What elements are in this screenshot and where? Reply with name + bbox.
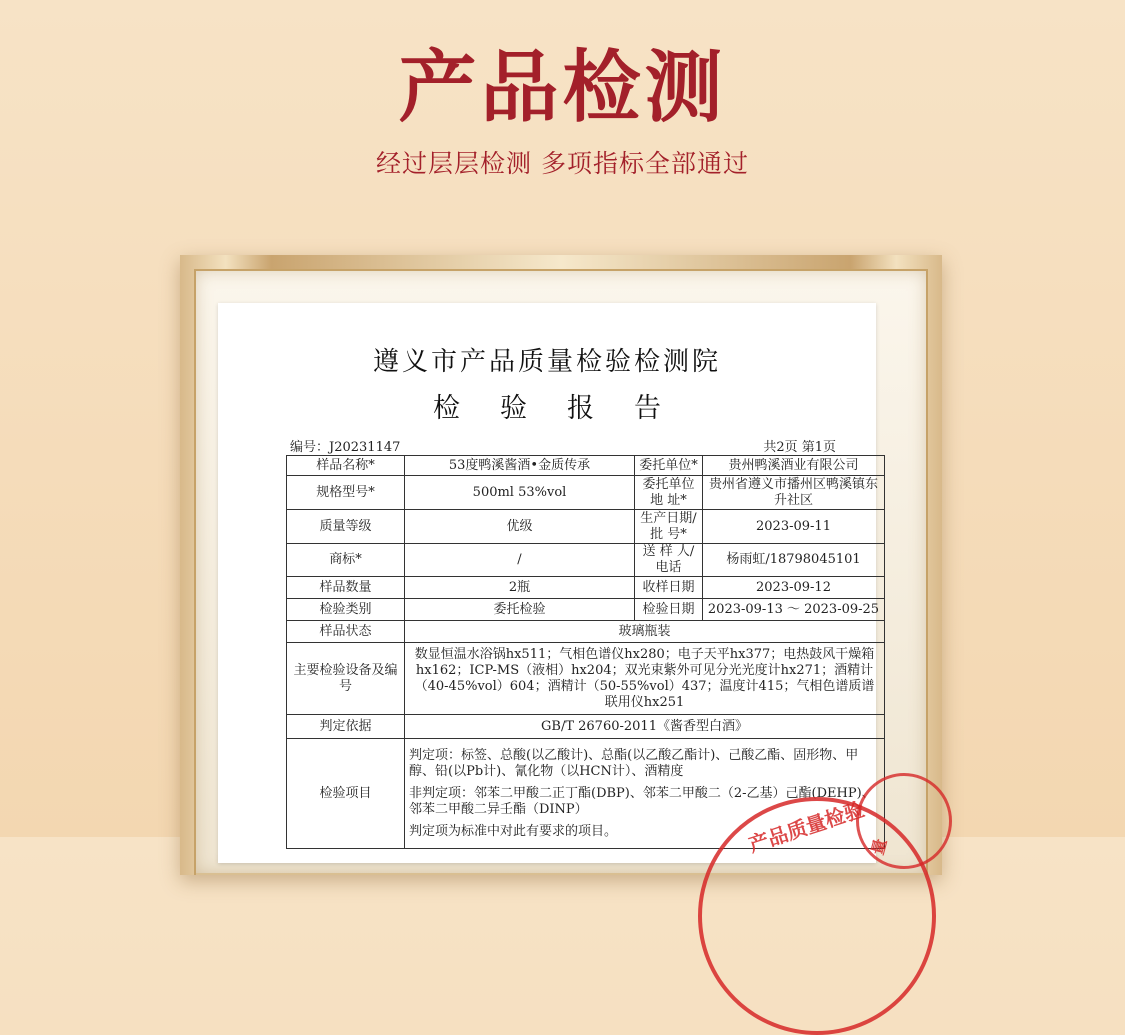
- cell-value: 2023-09-11: [703, 510, 885, 544]
- table-row: [287, 621, 885, 643]
- cell-value: GB/T 26760-2011《酱香型白酒》: [405, 715, 885, 739]
- table-row: [287, 456, 885, 476]
- report-title-text: 检验报告: [433, 393, 701, 424]
- table-row: [287, 476, 885, 510]
- table-row: [287, 544, 885, 577]
- cell-label: 样品名称*: [287, 456, 405, 476]
- cell-value: 贵州省遵义市播州区鸭溪镇东升社区: [703, 476, 885, 510]
- report-pages: 共2页 第1页: [763, 440, 836, 455]
- cell-value: 500ml 53%vol: [405, 476, 635, 510]
- cell-value: /: [405, 544, 635, 577]
- page-title: 产品检测: [398, 42, 727, 133]
- cell-label: 送 样 人/电话: [635, 544, 703, 577]
- cell-value: 贵州鸭溪酒业有限公司: [703, 456, 885, 476]
- cell-label: 检验项目: [287, 739, 405, 849]
- seal-text: 产品质量检验: [745, 796, 868, 857]
- cell-label: 样品状态: [287, 621, 405, 643]
- cell-label: 收样日期: [635, 577, 703, 599]
- cell-value: 数显恒温水浴锅hx511；气相色谱仪hx280；电子天平hx377；电热鼓风干燥箱hx162；ICP-MS（液相）hx204；双光束紫外可见分光光度计hx271；酒精计（40-45%vol）604；酒精计（50-55%vol）437；温度计415；气相色谱质谱联用仪hx251: [405, 643, 885, 715]
- cell-value: 杨雨虹/18798045101: [703, 544, 885, 577]
- report-paper: [218, 303, 891, 863]
- items-note: 判定项为标准中对此有要求的项目。: [409, 823, 618, 839]
- secondary-seal-text: 量: [867, 836, 891, 857]
- cell-label: 检验类别: [287, 599, 405, 621]
- cell-label: 主要检验设备及编号: [287, 643, 405, 715]
- cell-value: 53度鸭溪酱酒•金质传承: [405, 456, 635, 476]
- cell-label: 样品数量: [287, 577, 405, 599]
- report-table: [286, 455, 885, 849]
- items-judged: 判定项：标签、总酸(以乙酸计)、总酯(以乙酸乙酯计)、己酸乙酯、固形物、甲醇、铅(以Pb计)、氰化物（以HCN计）、酒精度: [409, 747, 859, 779]
- cell-label: 商标*: [287, 544, 405, 577]
- cell-label: 生产日期/批 号*: [635, 510, 703, 544]
- cell-label: 规格型号*: [287, 476, 405, 510]
- cell-label: 委托单位地 址*: [635, 476, 703, 510]
- table-row: [287, 643, 885, 715]
- report-number: 编号：J20231147: [290, 440, 401, 455]
- table-row: [287, 510, 885, 544]
- cell-label: 委托单位*: [635, 456, 703, 476]
- cell-value: 2023-09-12: [703, 577, 885, 599]
- cell-value: 2瓶: [405, 577, 635, 599]
- cell-value: 委托检验: [405, 599, 635, 621]
- report-org-name: 遵义市产品质量检验检测院: [372, 347, 721, 377]
- report-title: [218, 391, 876, 427]
- page-subtitle: 经过层层检测 多项指标全部通过: [376, 149, 749, 178]
- cell-label: 判定依据: [287, 715, 405, 739]
- cell-label: 质量等级: [287, 510, 405, 544]
- table-row: [287, 599, 885, 621]
- table-row: [287, 715, 885, 739]
- certificate-frame: [180, 255, 942, 875]
- cell-value: 玻璃瓶装: [405, 621, 885, 643]
- secondary-seal: [856, 773, 952, 869]
- cell-value: 优级: [405, 510, 635, 544]
- cell-value: 2023-09-13 ～ 2023-09-25: [703, 599, 885, 621]
- cell-label: 检验日期: [635, 599, 703, 621]
- table-row: [287, 577, 885, 599]
- items-nonjudged: 非判定项：邻苯二甲酸二正丁酯(DBP)、邻苯二甲酸二（2-乙基）己酯(DEHP)、邻苯二甲酸二异壬酯（DINP）: [409, 785, 875, 817]
